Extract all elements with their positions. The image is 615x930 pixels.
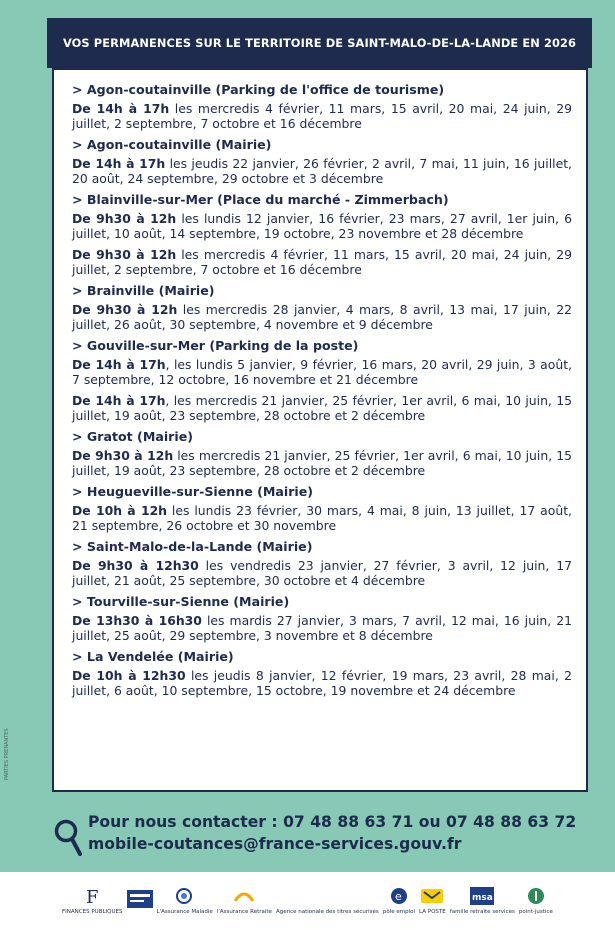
contact-email[interactable]: mobile-coutances@france-services.gouv.fr: [88, 835, 462, 853]
ants-logo: [276, 887, 379, 915]
finances-publiques-logo-mark: [82, 887, 102, 907]
schedule-slot: [72, 247, 572, 277]
slot-dates: les mardis 27 janvier, 3 mars, 7 avril, 12 mai, 16 juin, 21 juillet, 25 août, 29 septembre, 3 novembre et 8 décembre: [72, 613, 573, 643]
location-title: > La Vendelée (Mairie): [72, 649, 234, 664]
slot-dates: les jeudis 22 janvier, 26 février, 2 avril, 7 mai, 11 juin, 16 juillet, 20 août, 24 septembre, 29 octobre et 3 décembre: [72, 156, 572, 186]
msa-logo: [450, 887, 515, 915]
slot-dates: , les mercredis 21 janvier, 25 février, 1er avril, 6 mai, 10 juin, 15 juillet, 19 août, 23 septembre, 28 octobre et 2 décembre: [72, 393, 573, 423]
slot-dates: les mercredis 4 février, 11 mars, 15 avril, 20 mai, 24 juin, 29 juillet, 2 septembre, 7 octobre et 16 décembre: [72, 247, 572, 277]
schedule-slot: [72, 101, 572, 131]
slot-time: De 9h30 à 12h: [72, 211, 177, 226]
ants-logo-mark: [322, 887, 332, 907]
search-icon: [54, 818, 82, 858]
location-title: > Heugueville-sur-Sienne (Mairie): [72, 484, 314, 499]
schedule-slot: [72, 448, 572, 478]
logo-label: l'Assurance Retraite: [216, 909, 272, 915]
slot-time: De 10h à 12h: [72, 503, 168, 518]
location-title: > Agon-coutainville (Mairie): [72, 137, 272, 152]
slot-dates: les mercredis 28 janvier, 4 mars, 8 avril, 13 mai, 17 juin, 22 juillet, 26 août, 30 septembre, 4 novembre et 9 décembre: [72, 302, 572, 332]
slot-dates: les jeudis 8 janvier, 12 février, 19 mars, 23 avril, 28 mai, 2 juillet, 6 août, 10 septembre, 15 octobre, 19 novembre et 24 décembre: [72, 668, 572, 698]
slot-dates: , les lundis 5 janvier, 9 février, 16 mars, 20 avril, 29 juin, 3 août, 7 septembre, 12 octobre, 16 novembre et 21 décembre: [72, 357, 572, 387]
la-poste-logo-mark: [421, 887, 443, 907]
la-poste-logo: [419, 887, 446, 915]
assurance-maladie-logo-mark: [175, 887, 195, 907]
logo-label: L'Assurance Maladie: [156, 909, 213, 915]
location-title: > Gratot (Mairie): [72, 429, 193, 444]
location-title: > Agon-coutainville (Parking de l'office de tourisme): [72, 82, 445, 97]
slot-dates: les lundis 12 janvier, 16 février, 23 mars, 27 avril, 1er juin, 6 juillet, 10 août, 14 septembre, 19 octobre, 23 novembre et 28 décembre: [72, 211, 572, 241]
schedule-slot: [72, 393, 572, 423]
point-justice-logo-mark: [527, 887, 545, 907]
schedule-slot: [72, 302, 572, 332]
slot-dates: les mercredis 21 janvier, 25 février, 1er avril, 6 mai, 10 juin, 15 juillet, 19 août, 23 septembre, 28 octobre et 2 décembre: [72, 448, 572, 478]
side-text: PARTIES PRENANTES: [4, 728, 10, 780]
slot-time: De 14h à 17h: [72, 393, 166, 408]
logo-label: Agence nationale des titres sécurisés: [275, 909, 379, 915]
logo-label: pôle emploi: [382, 909, 416, 915]
schedule-slot: [72, 668, 572, 698]
slot-time: De 9h30 à 12h30: [72, 558, 199, 573]
ministere-logo: [127, 890, 153, 912]
svg-text:F: F: [86, 887, 99, 905]
slot-dates: les lundis 23 février, 30 mars, 4 mai, 8 juin, 13 juillet, 17 août, 21 septembre, 26 octobre et 30 novembre: [72, 503, 572, 533]
slot-time: De 14h à 17h: [72, 357, 166, 372]
schedule-slot: [72, 613, 572, 643]
schedule-slot: [72, 503, 572, 533]
pole-emploi-logo: [383, 887, 415, 915]
schedule-slot: [72, 156, 572, 186]
page-title: VOS PERMANENCES SUR LE TERRITOIRE DE SAINT-MALO-DE-LA-LANDE EN 2026: [62, 36, 577, 50]
contact-block: [52, 812, 592, 862]
partner-logos: [0, 872, 615, 930]
schedule-slot: [72, 357, 572, 387]
assurance-retraite-logo-mark: [233, 887, 255, 907]
svg-text:e: e: [394, 890, 402, 903]
slot-time: De 13h30 à 16h30: [72, 613, 202, 628]
assurance-retraite-logo: [217, 887, 272, 915]
slot-dates: les vendredis 23 janvier, 27 février, 3 avril, 12 juin, 17 juillet, 21 août, 25 septembre, 30 octobre et 4 décembre: [72, 558, 572, 588]
logo-label: point-justice: [518, 909, 553, 915]
pole-emploi-logo-mark: [390, 887, 408, 907]
page-header: [47, 18, 592, 68]
ministere-logo-mark: [127, 890, 153, 910]
point-justice-logo: [519, 887, 553, 915]
schedule-slot: [72, 211, 572, 241]
finances-publiques-logo: [62, 887, 122, 915]
location-title: > Saint-Malo-de-la-Lande (Mairie): [72, 539, 313, 554]
location-title: > Tourville-sur-Sienne (Mairie): [72, 594, 290, 609]
slot-time: De 9h30 à 12h: [72, 247, 177, 262]
slot-time: De 9h30 à 12h: [72, 302, 178, 317]
location-title: > Gouville-sur-Mer (Parking de la poste): [72, 338, 359, 353]
slot-time: De 9h30 à 12h: [72, 448, 174, 463]
location-title: > Blainville-sur-Mer (Place du marché - Zimmerbach): [72, 192, 449, 207]
msa-logo-mark: [470, 887, 494, 907]
slot-time: De 14h à 17h: [72, 156, 166, 171]
contact-phone: Pour nous contacter : 07 48 88 63 71 ou 07 48 88 63 72: [88, 813, 577, 831]
slot-dates: les mercredis 4 février, 11 mars, 15 avril, 20 mai, 24 juin, 29 juillet, 2 septembre, 7 octobre et 16 décembre: [72, 101, 572, 131]
svg-text:msa: msa: [472, 893, 494, 903]
slot-time: De 10h à 12h30: [72, 668, 186, 683]
assurance-maladie-logo: [157, 887, 213, 915]
logo-label: FINANCES PUBLIQUES: [62, 909, 123, 915]
slot-time: De 14h à 17h: [72, 101, 170, 116]
logo-label: LA POSTE: [419, 909, 446, 915]
logo-label: famille retraite services: [449, 909, 515, 915]
location-title: > Brainville (Mairie): [72, 283, 215, 298]
schedule-card: [52, 68, 588, 792]
schedule-slot: [72, 558, 572, 588]
